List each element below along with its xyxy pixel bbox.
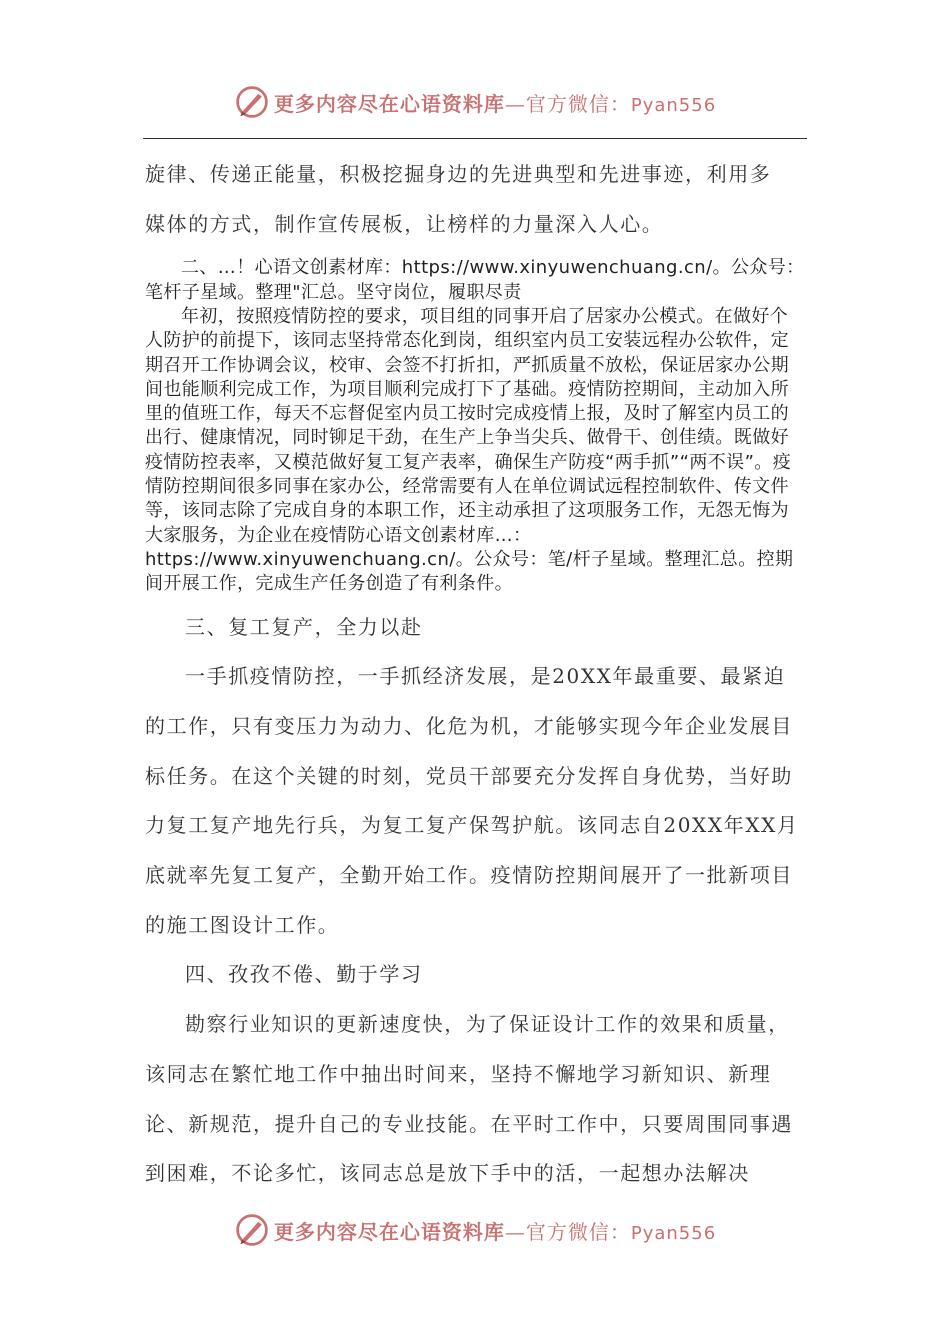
header-divider bbox=[143, 138, 807, 139]
paragraph-line: 媒体的方式，制作宣传展板，让榜样的力量深入人心。 bbox=[145, 211, 664, 236]
paragraph-line: 旋律、传递正能量，积极挖掘身边的先进典型和先进事迹，利用多 bbox=[145, 162, 772, 186]
paragraph: 勘察行业知识的更新速度快，为了保证设计工作的效果和质量，该同志在繁忙地工作中抽出时间来，坚持不懈地学习新知识、新理论、新规范，提升自己的专业技能。在平时工作中，只要周围同事遇到困难，不论多忙，该同志总是放下手中的活，一起想办法解决 bbox=[145, 1012, 793, 1186]
pen-logo-icon bbox=[234, 1212, 270, 1248]
document-body bbox=[145, 150, 805, 1199]
section-heading-4: 四、孜孜不倦、勤于学习 bbox=[185, 962, 423, 987]
footer-banner-text: 更多内容尽在心语资料库—官方微信：Pyan556 bbox=[273, 1219, 717, 1244]
header-banner-text: 更多内容尽在心语资料库—官方微信：Pyan556 bbox=[273, 91, 717, 116]
header-banner bbox=[0, 82, 950, 122]
paragraph: 年初，按照疫情防控的要求，项目组的同事开启了居家办公模式。在做好个人防护的前提下，该同志坚持常态化到岗，组织室内员工安装远程办公软件，定期召开工作协调会议，校审、会签不打折扣，严抓质量不放松，保证居家办公期间也能顺利完成工作，为项目顺利完成打下了基础。疫情防控期间，主动加入所里的值班工作，每天不忘督促室内员工按时完成疫情上报，及时了解室内员工的出行、健康情况，同时铆足干劲，在生产上争当尖兵、做骨干、创佳绩。既做好疫情防控表率，又模范做好复工复产表率，确保生产防疫“两手抓”“两不误”。疫情防控期间很多同事在家办公，经常需要有人在单位调试远程控制软件、传文件等，该同志除了完成自身的本职工作，还主动承担了这项服务工作，无怨无悔为大家服务，为企业在疫情防心语文创素材库…：https://www.xinyuwenchuang.cn/。公众号：笔/杆子星域。整理汇总。控期间开展工作，完成生产任务创造了有利条件。 bbox=[145, 306, 794, 595]
section-heading-2: 二、…！心语文创素材库：https://www.xinyuwenchuang.cn/。公众号：笔杆子星域。整理"汇总。坚守岗位，履职尽责 bbox=[145, 257, 805, 303]
section-heading-3: 三、复工复产，全力以赴 bbox=[185, 614, 423, 639]
footer-banner bbox=[0, 1210, 950, 1250]
paragraph: 一手抓疫情防控，一手抓经济发展，是20XX年最重要、最紧迫的工作，只有变压力为动力、化危为机，才能够实现今年企业发展目标任务。在这个关键的时刻，党员干部要充分发挥自身优势，当好助力复工复产地先行兵，为复工复产保驾护航。该同志自20XX年XX月底就率先复工复产，全勤开始工作。疫情防控期间展开了一批新项目的施工图设计工作。 bbox=[145, 664, 799, 937]
pen-logo-icon bbox=[234, 84, 270, 120]
